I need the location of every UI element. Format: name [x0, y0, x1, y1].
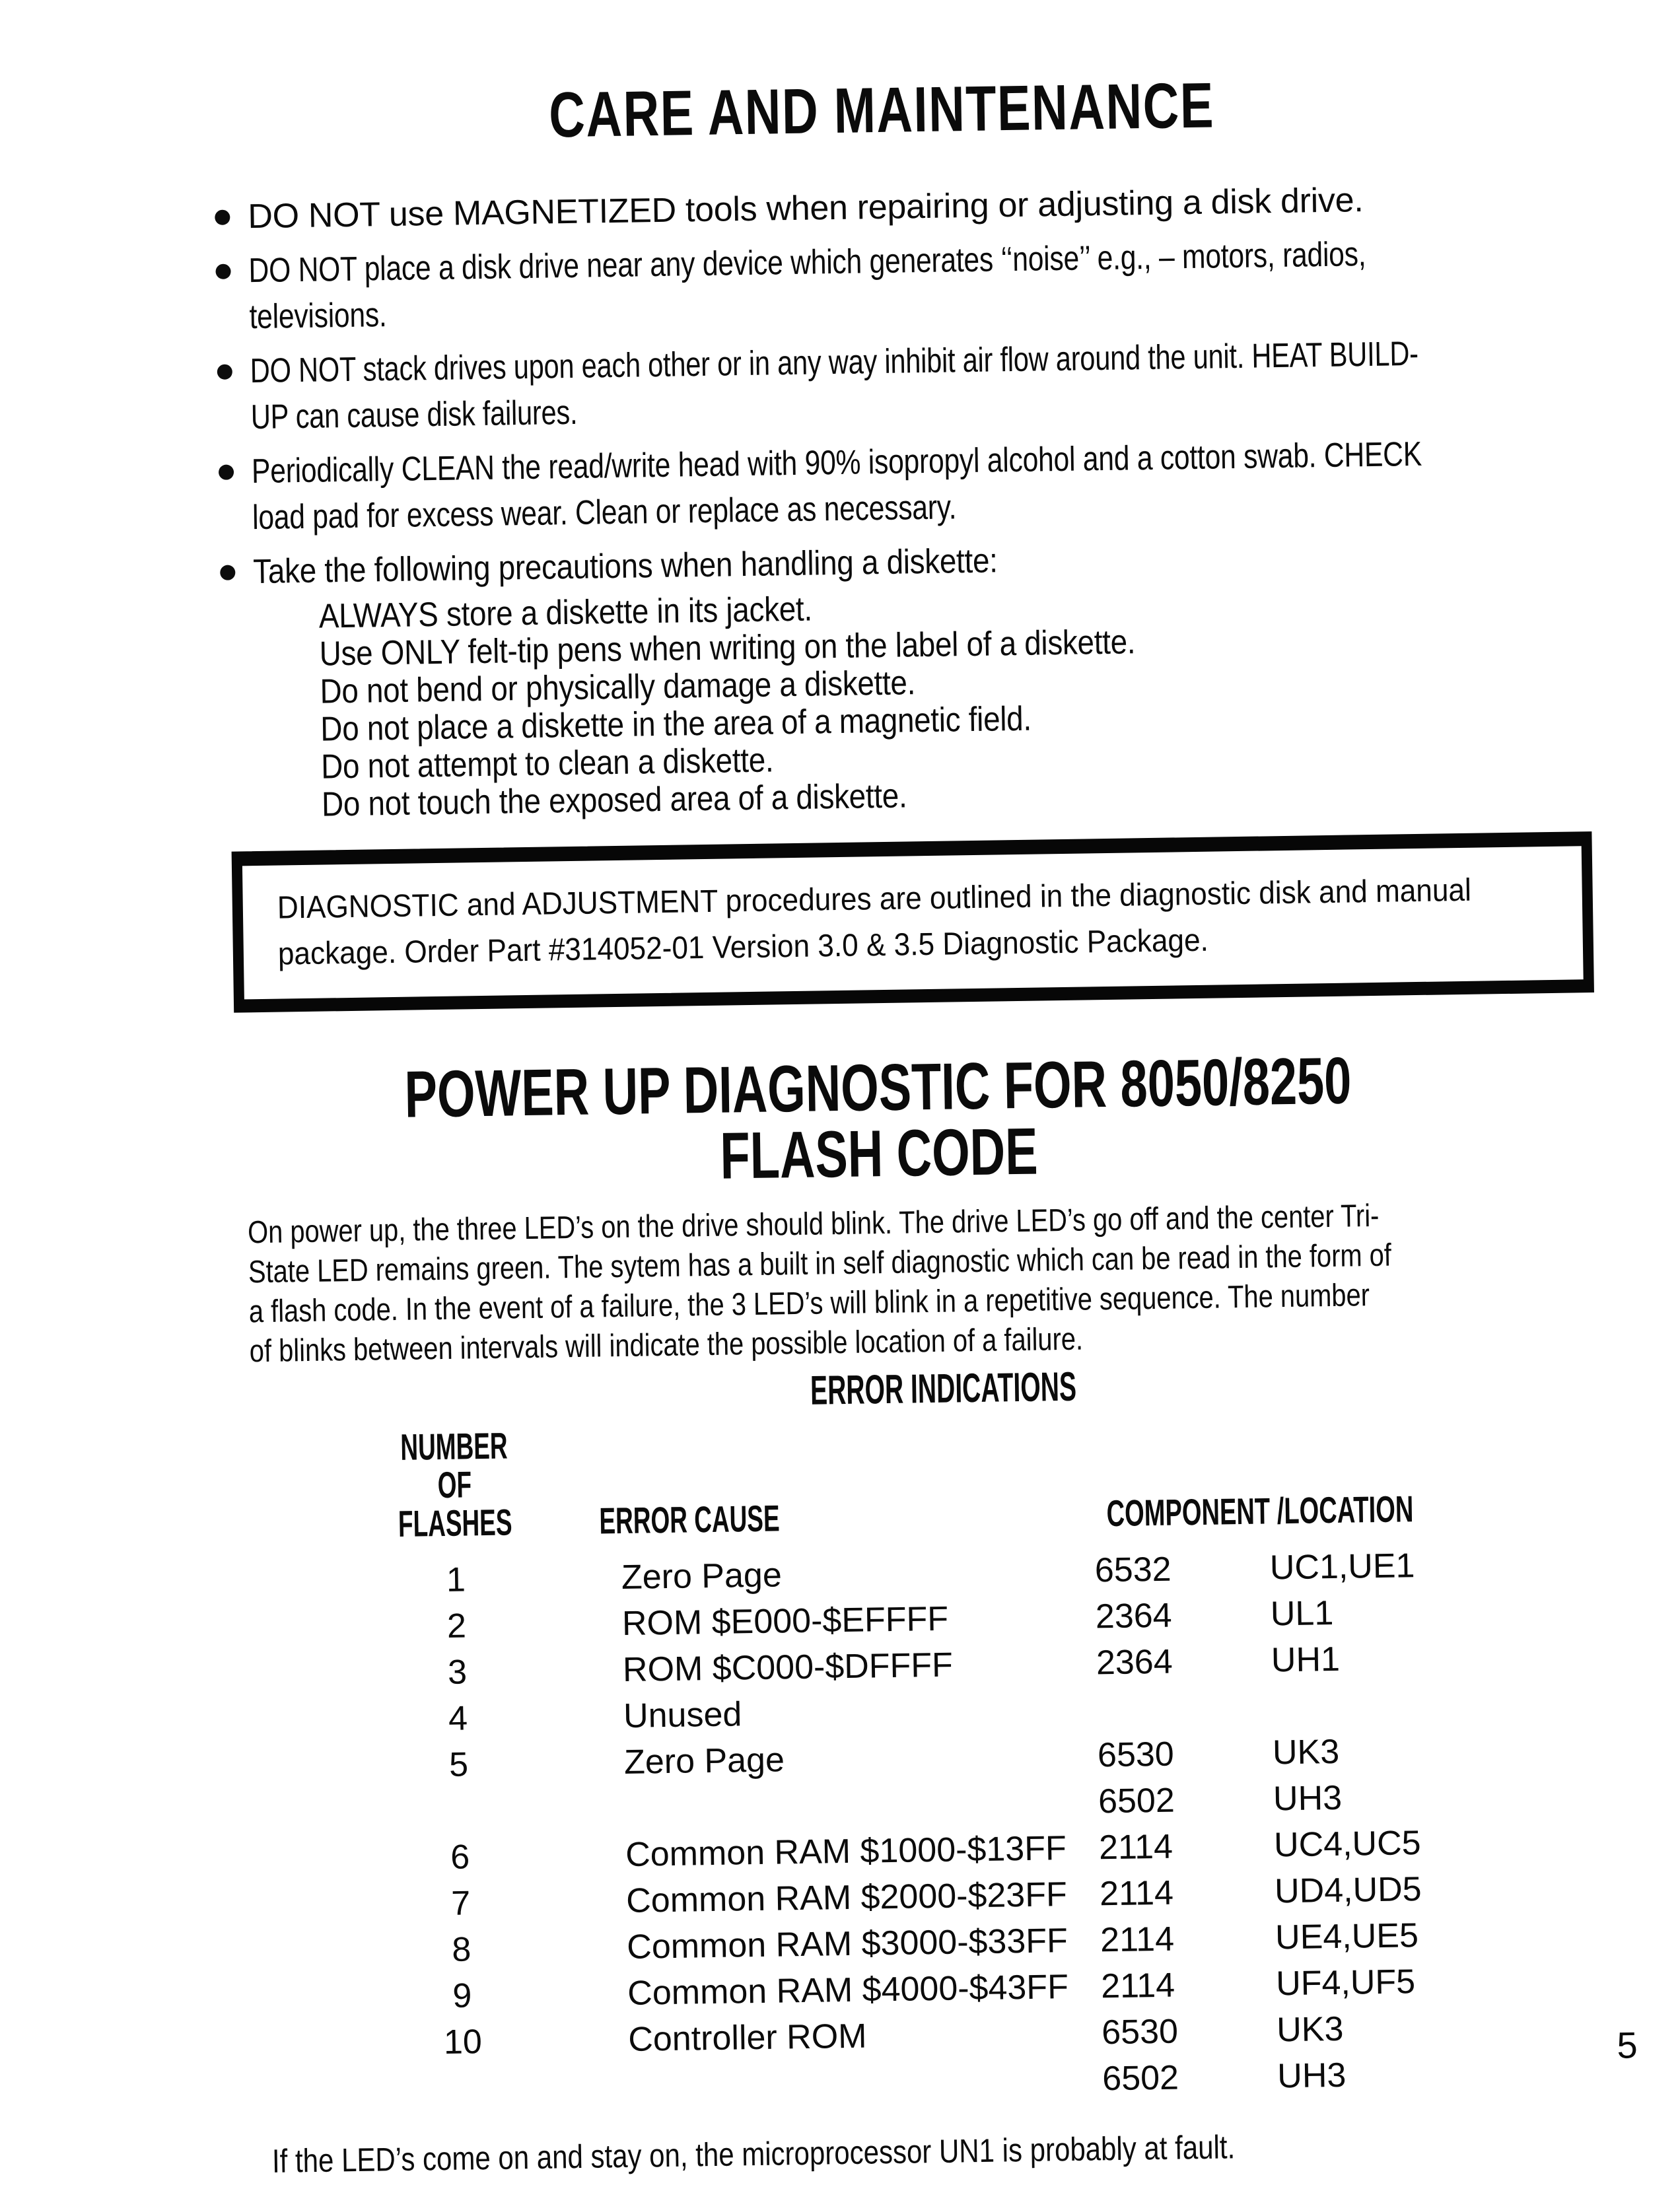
table-header-row: [367, 1409, 1680, 1544]
page-number: 5: [1617, 2024, 1638, 2066]
bullet-text: DO NOT stack drives upon each other or in any way inhibit air flow around the unit. HEAT BUILD- UP can cause disk failures.: [250, 334, 1419, 437]
cell-location: UC1,UE1: [1269, 1546, 1415, 1587]
cell-location: UD4,UD5: [1274, 1870, 1422, 1911]
cell-cause: Zero Page: [621, 1556, 783, 1597]
list-item: [219, 427, 1672, 541]
sub-list-item: Do not place a diskette in the area of a magnetic field.: [320, 699, 1032, 749]
cell-component: [1097, 1706, 1272, 1709]
cell-flashes: [372, 1810, 547, 1813]
list-item: [217, 327, 1670, 441]
error-table-body: [368, 1539, 1680, 2113]
page-title: CARE AND MAINTENANCE: [548, 69, 1215, 151]
cell-location: UL1: [1270, 1594, 1334, 1634]
bullet-icon: [217, 365, 232, 380]
cell-cause: ROM $E000-$EFFFF: [621, 1599, 949, 1643]
cell-cause: Common RAM $3000-$33FF: [626, 1922, 1068, 1966]
cell-location: UH1: [1271, 1640, 1341, 1680]
bullet-icon: [215, 264, 230, 279]
bullet-icon: [215, 210, 230, 225]
cell-location: UH3: [1277, 2056, 1347, 2096]
sub-list-item: Do not bend or physically damage a diskette.: [320, 664, 916, 711]
cell-cause: Common RAM $1000-$13FF: [625, 1829, 1067, 1874]
cell-component: 2364: [1095, 1596, 1173, 1636]
cell-component: 2114: [1099, 1873, 1174, 1914]
heading-line-2: FLASH CODE: [719, 1114, 1039, 1193]
bullet-icon: [219, 465, 234, 480]
cell-component: 2114: [1100, 1920, 1175, 1960]
sub-list-item: Use ONLY felt-tip pens when writing on the label of a diskette.: [319, 623, 1136, 674]
sub-list-item: Do not attempt to clean a diskette.: [320, 741, 774, 786]
cell-location: [1272, 1702, 1602, 1706]
bullet-text: DO NOT use MAGNETIZED tools when repairing or adjusting a disk drive.: [247, 181, 1364, 236]
list-item: [220, 528, 1676, 825]
cell-cause: ROM $C000-$DFFFF: [622, 1646, 954, 1689]
intro-paragraph: On power up, the three LED’s on the drive should blink. The drive LED’s go off and the center Tri- State LED remains green. The sytem has a built in self diagnostic which can be read in the form of a flash code. In the event of a failure, the 3 LED’s will blink in a repetitive sequence. The number of blinks between intervals will indicate the possible location of a failure.: [247, 1198, 1392, 1370]
cell-component: 6502: [1098, 1781, 1175, 1821]
cell-flashes: 9: [452, 1976, 472, 2015]
cell-flashes: 8: [451, 1930, 472, 1969]
cell-location: UH3: [1273, 1778, 1343, 1819]
bullet-text: Take the following precautions when handling a diskette: ALWAYS store a diskette in its jacket. Use ONLY felt-tip pens when writing on the label of a diskette. Do not bend or physically damage a diskette. Do not place a diskette in the area of a magnetic field. Do not attempt to clean a diskette. Do not touch the exposed area of a diskette.: [253, 536, 1138, 825]
cell-cause: [551, 2079, 1102, 2087]
note-text: DIAGNOSTIC and ADJUSTMENT procedures are outlined in the diagnostic disk and manual package. Order Part #314052-01 Version 3.0 & 3.5 Diagnostic Package.: [277, 872, 1472, 972]
cell-location: UC4,UC5: [1273, 1824, 1421, 1865]
cell-flashes: 7: [450, 1884, 471, 1923]
cell-cause: Unused: [623, 1695, 742, 1735]
sub-list: [254, 586, 1138, 825]
cell-cause: [547, 1801, 1098, 1809]
care-list: [215, 172, 1676, 825]
header-component-location: COMPONENT /LOCATION: [1106, 1488, 1414, 1535]
cell-flashes: [376, 2087, 551, 2090]
page-title-wrap: [0, 0, 1666, 160]
bullet-text: Periodically CLEAN the read/write head with 90% isopropyl alcohol and a cotton swab. CHECK load pad for excess wear. Clean or replace as necessary.: [251, 434, 1422, 538]
cell-component: 2114: [1098, 1827, 1173, 1867]
heading-line-1: POWER UP DIAGNOSTIC FOR 8050/8250: [403, 1043, 1352, 1132]
cell-location: UF4,UF5: [1275, 1963, 1416, 2003]
cell-flashes: 2: [446, 1607, 467, 1646]
sub-list-item: ALWAYS store a diskette in its jacket.: [318, 590, 813, 636]
cell-component: 2364: [1096, 1642, 1173, 1683]
bullet-text: DO NOT place a disk drive near any device which generates ‘‘noise’’ e.g., – motors, radios, televisions.: [248, 235, 1366, 337]
cell-location: UK3: [1276, 2009, 1344, 2050]
cell-flashes: 10: [443, 2023, 483, 2062]
sub-list-item: Do not touch the exposed area of a diskette.: [321, 777, 907, 824]
table-title: ERROR INDICATIONS: [810, 1364, 1077, 1414]
cell-flashes: 1: [446, 1560, 466, 1599]
diagnostic-note-box: [232, 831, 1594, 1013]
cell-cause: Controller ROM: [627, 2017, 867, 2059]
cell-component: 6502: [1102, 2058, 1179, 2099]
header-number-of-flashes: NUMBER OF FLASHES: [398, 1424, 512, 1545]
cell-flashes: 6: [450, 1838, 470, 1877]
cell-component: 6530: [1097, 1735, 1175, 1775]
cell-location: UK3: [1272, 1732, 1340, 1772]
cell-location: UE4,UE5: [1275, 1916, 1419, 1957]
bullet-icon: [220, 565, 235, 580]
footer-note: If the LED’s come on and stay on, the microprocessor UN1 is probably at fault.: [271, 2128, 1236, 2180]
cell-cause: Common RAM $4000-$43FF: [627, 1968, 1069, 2013]
header-error-cause: ERROR CAUSE: [599, 1497, 781, 1542]
power-up-heading: [0, 1043, 1680, 1200]
error-table: [367, 1409, 1680, 2113]
cell-cause: Zero Page: [623, 1741, 785, 1782]
cell-flashes: 3: [447, 1653, 468, 1692]
list-item: [215, 226, 1669, 341]
cell-component: 6530: [1101, 2012, 1179, 2052]
cell-cause: Common RAM $2000-$23FF: [625, 1875, 1068, 1920]
cell-flashes: 4: [448, 1699, 468, 1738]
cell-component: 2114: [1100, 1966, 1175, 2006]
cell-flashes: 5: [448, 1745, 469, 1784]
cell-component: 6532: [1094, 1550, 1172, 1590]
